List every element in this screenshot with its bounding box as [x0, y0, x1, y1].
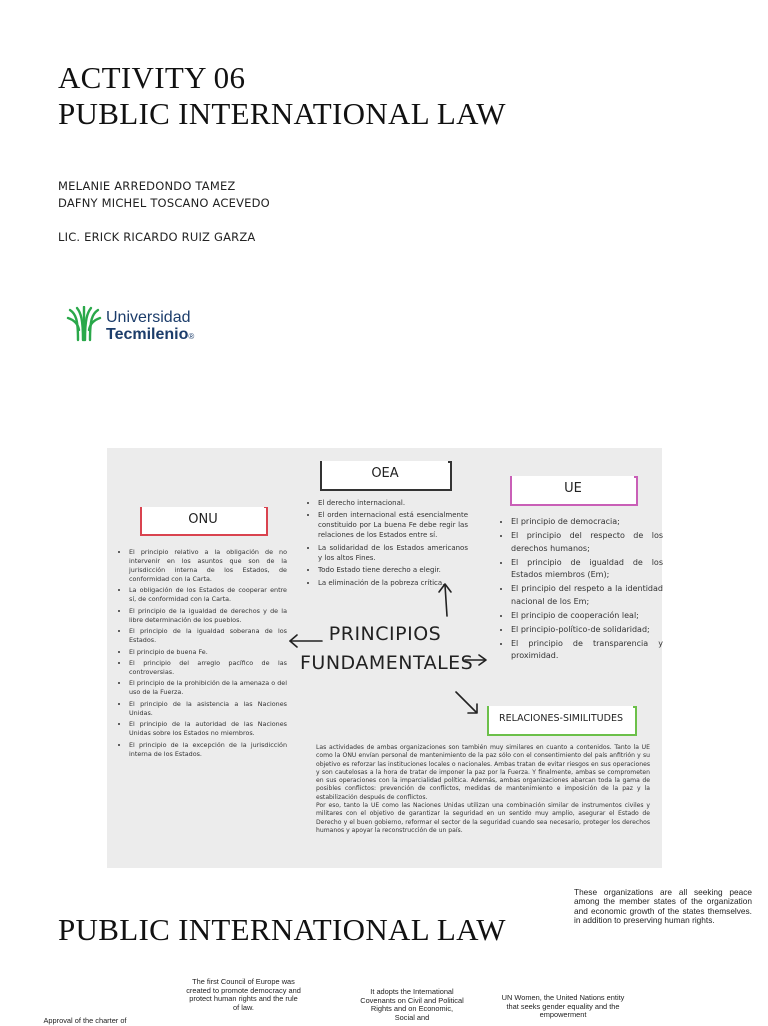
title-line-1: ACTIVITY 06 [58, 60, 246, 95]
timeline-item-3: It adopts the International Covenants on Civil and Political Rights and on Economic, Social and [360, 987, 464, 1022]
oea-principles-list [306, 498, 468, 590]
page-title [58, 60, 506, 132]
relaciones-text [316, 744, 650, 835]
timeline-item-2: The first Council of Europe was created to promote democracy and protect human rights and the rule of law. [186, 977, 301, 1012]
logo-line-1: Universidad [106, 309, 191, 326]
title-line-2: PUBLIC INTERNATIONAL LAW [58, 96, 506, 131]
oea-principle-item: • La solidaridad de los Estados americanos y los altos Fines. [318, 543, 468, 563]
onu-principle-item: • El principio de la autoridad de las Naciones Unidas sobre los Estados no miembros. [129, 720, 287, 738]
oea-principle-item: • La eliminación de la pobreza crítica. [318, 578, 468, 588]
ue-principles-list [499, 516, 663, 664]
ue-label: UE [512, 476, 634, 502]
onu-principles-list [117, 548, 287, 761]
onu-principle-item: • El principio del arreglo pacífico de las controversias. [129, 659, 287, 677]
oea-principle-item: • El derecho internacional. [318, 498, 468, 508]
arrow-to-oea [445, 585, 447, 616]
onu-principle-item: • El principio de la prohibición de la amenaza o del uso de la Fuerza. [129, 679, 287, 697]
ue-principle-item: • El principio del respecto de los derechos humanos; [511, 530, 663, 555]
teacher-name: LIC. ERICK RICARDO RUIZ GARZA [58, 230, 256, 244]
arrow-to-relaciones [456, 692, 476, 712]
section-title: PUBLIC INTERNATIONAL LAW [58, 912, 506, 947]
relaciones-paragraph-1: Las actividades de ambas organizaciones son también muy similares en cuanto a contenidos. Tanto la UE como la ONU envían personal de mantenimiento de la paz sólo con el consentimiento del país anfitrión y su objetivo es reforzar las instituciones locales o nacionales. Ambas tratan de evitar riesgos en sus operaciones y son cautelosas a la hora de tratar de imponer la paz por la Fuerza. Y finalmente, ambas se comprometen en sus operaciones con la imparcialidad política. Además, ambas organizaciones abarcan toda la gama de posibles conflictos: prevención de conflictos, medidas de mantenimiento e imposición de la paz y la estabilización después de conflictos. [316, 744, 650, 801]
onu-principle-item: • El principio de buena Fe. [129, 648, 287, 657]
onu-principle-item: • El principio de la asistencia a las Naciones Unidas. [129, 700, 287, 718]
author-list [58, 178, 270, 246]
onu-principle-item: • El principio de la excepción de la jurisdicción interna de los Estados. [129, 741, 287, 759]
diagram-arrows [280, 580, 510, 730]
logo-registered-mark: ® [188, 332, 195, 341]
ue-principle-item: • El principio del respeto a la identidad nacional de los Em; [511, 583, 663, 608]
student-name-1: MELANIE ARREDONDO TAMEZ [58, 179, 236, 193]
onu-principle-item: • La obligación de los Estados de cooperar entre sí, de conformidad con la Carta. [129, 586, 287, 604]
onu-label: ONU [142, 507, 264, 533]
oea-principle-item: • Todo Estado tiene derecho a elegir. [318, 565, 468, 575]
onu-principle-item: • El principio de la igualdad soberana de los Estados. [129, 627, 287, 645]
oea-label: OEA [322, 461, 448, 487]
oea-principle-item: • El orden internacional está esencialmente constituido por La buena Fe debe regir las relaciones de los Estados entre sí. [318, 510, 468, 540]
logo-line-2: Tecmilenio [106, 326, 189, 343]
timeline-item-1: Approval of the charter of [43, 1016, 127, 1025]
timeline-item-4: UN Women, the United Nations entity that seeks gender equality and the empowerment [501, 993, 625, 1020]
tecmilenio-plant-icon [66, 306, 102, 342]
ue-principle-item: • El principio-político-de solidaridad; [511, 624, 663, 637]
central-line-2: FUNDAMENTALES [300, 652, 474, 674]
relaciones-paragraph-2: Por eso, tanto la UE como las Naciones Unidas utilizan una combinación similar de instrumentos civiles y militares con el objetivo de garantizar la seguridad en un sentido muy amplio, asegurar el Estado de Derecho y el buen gobierno, reformar el sector de la seguridad cuando sea necesario, proteger los derechos humanos y apoyar la reconstrucción de un país. [316, 802, 650, 834]
ue-principle-item: • El principio de igualdad de los Estados miembros (Em); [511, 557, 663, 582]
ue-principle-item: • El principio de cooperación leal; [511, 610, 663, 623]
university-logo [66, 306, 206, 346]
ue-principle-item: • El principio de transparencia y proximidad. [511, 638, 663, 663]
central-line-1: PRINCIPIOS [328, 623, 442, 645]
ue-principle-item: • El principio de democracia; [511, 516, 663, 529]
summary-note: These organizations are all seeking peace among the member states of the organization and economic growth of the states themselves. in addition to preserving human rights. [574, 887, 752, 926]
student-name-2: DAFNY MICHEL TOSCANO ACEVEDO [58, 196, 270, 210]
relaciones-label: RELACIONES-SIMILITUDES [489, 706, 633, 732]
onu-principle-item: • El principio de la igualdad de derechos y de la libre determinación de los pueblos. [129, 607, 287, 625]
onu-principle-item: • El principio relativo a la obligación de no intervenir en los asuntos que son de la jurisdicción interna de los Estados, de conformidad con la Carta. [129, 548, 287, 584]
